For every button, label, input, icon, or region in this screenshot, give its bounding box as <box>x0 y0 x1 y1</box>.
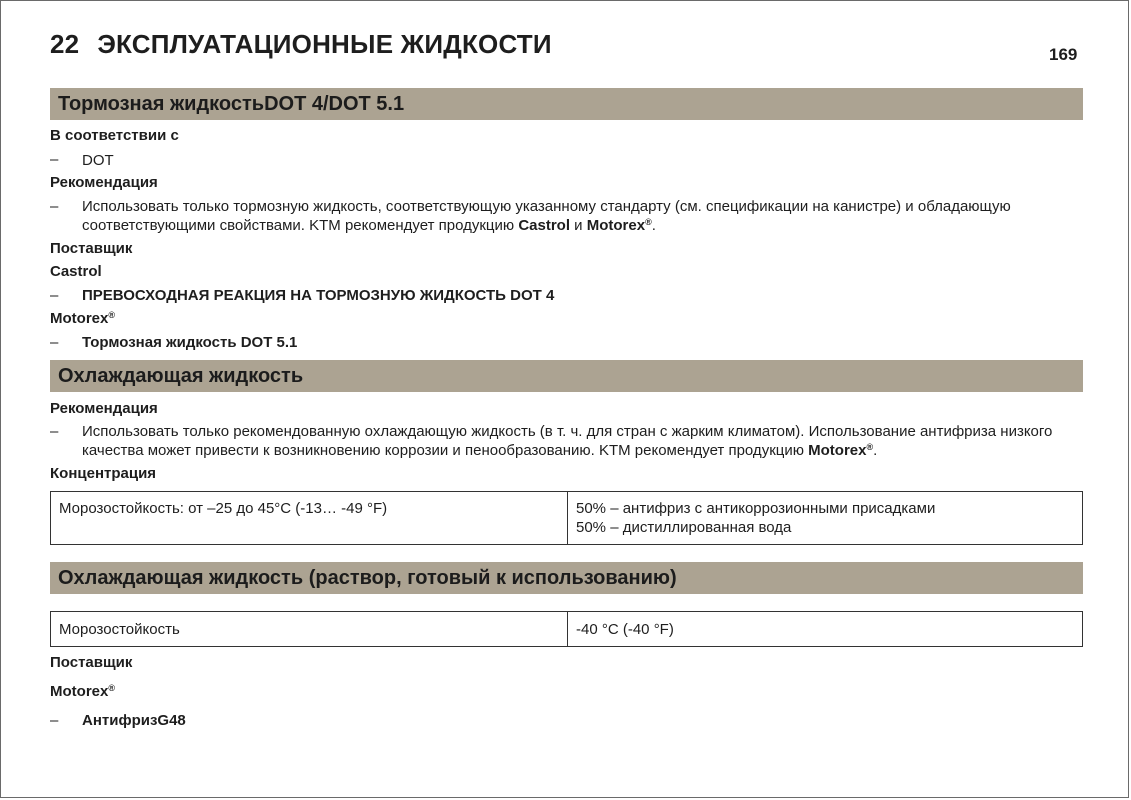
recommendation-text: Использовать только тормозную жидкость, соответствующую указанному стандарту (см. спецификации на канистре) и обладающую соответствующими свойствами. KTM рекомендует продукцию <box>82 198 1011 234</box>
ready-supplier-motorex <box>50 683 115 700</box>
registered-mark: ® <box>645 217 652 227</box>
chapter-title: ЭКСПЛУАТАЦИОННЫЕ ЖИДКОСТИ <box>97 29 552 59</box>
ready-coolant-table <box>50 611 1083 647</box>
registered-mark: ® <box>108 310 115 320</box>
bullet: – <box>50 151 59 168</box>
frost-resistance-cell: Морозостойкость: от –25 до 45°C (-13… -49 °F) <box>51 492 568 545</box>
registered-mark: ® <box>108 683 115 693</box>
recommendation-text: Использовать только рекомендованную охлаждающую жидкость (в т. ч. для стран с жарким климатом). Использование антифриза низкого качества может привести к возникновению коррозии и пенообразованию. KTM рекомендует продукцию <box>82 423 1053 459</box>
table-row <box>51 612 1083 647</box>
coolant-recommendation-text <box>82 422 1072 460</box>
antifreeze-product: АнтифризG48 <box>82 712 186 729</box>
mixture-cell <box>568 492 1083 545</box>
brand-castrol: Castrol <box>518 217 570 234</box>
bullet: – <box>50 712 59 729</box>
supplier-castrol: Castrol <box>50 263 102 280</box>
motorex-brake-product: Тормозная жидкость DOT 5.1 <box>82 334 298 351</box>
section-bar-brake-fluid: Тормозная жидкостьDOT 4/DOT 5.1 <box>50 88 1083 120</box>
supplier-name: Motorex <box>50 683 109 700</box>
section-bar-coolant: Охлаждающая жидкость <box>50 360 1083 392</box>
section-bar-coolant-ready: Охлаждающая жидкость (раствор, готовый к использованию) <box>50 562 1083 594</box>
brake-recommendation-label: Рекомендация <box>50 174 158 191</box>
frost-resistance-value-cell: -40 °C (-40 °F) <box>568 612 1083 647</box>
mixture-line-water: 50% – дистиллированная вода <box>576 519 792 536</box>
bullet: – <box>50 334 59 351</box>
bullet: – <box>50 287 59 304</box>
brand-name: Motorex <box>586 217 646 234</box>
supplier-name: Motorex <box>50 310 109 327</box>
compliance-label: В соответствии с <box>50 127 179 144</box>
supplier-motorex <box>50 310 115 327</box>
chapter-heading <box>50 29 552 60</box>
brand-name: Motorex <box>808 442 867 459</box>
concentration-table <box>50 491 1083 545</box>
period: . <box>873 442 878 459</box>
brake-recommendation-text <box>82 197 1072 235</box>
mixture-line-antifreeze: 50% – антифриз с антикоррозионными присадками <box>576 500 936 517</box>
brand-motorex <box>808 442 873 459</box>
brake-supplier-label: Поставщик <box>50 240 133 257</box>
conjunction: и <box>570 217 587 234</box>
compliance-value: DOT <box>82 152 114 169</box>
frost-resistance-label-cell: Морозостойкость <box>51 612 568 647</box>
ready-supplier-label: Поставщик <box>50 654 133 671</box>
table-row <box>51 492 1083 545</box>
coolant-recommendation-label: Рекомендация <box>50 400 158 417</box>
concentration-label: Концентрация <box>50 465 157 482</box>
brand-motorex <box>587 217 652 234</box>
bullet: – <box>50 198 59 215</box>
period: . <box>651 217 656 234</box>
bullet: – <box>50 423 59 440</box>
page-number: 169 <box>1049 45 1078 64</box>
chapter-number: 22 <box>50 29 80 59</box>
registered-mark: ® <box>866 442 874 452</box>
castrol-product: ПРЕВОСХОДНАЯ РЕАКЦИЯ НА ТОРМОЗНУЮ ЖИДКОСТЬ DOT 4 <box>82 287 555 304</box>
